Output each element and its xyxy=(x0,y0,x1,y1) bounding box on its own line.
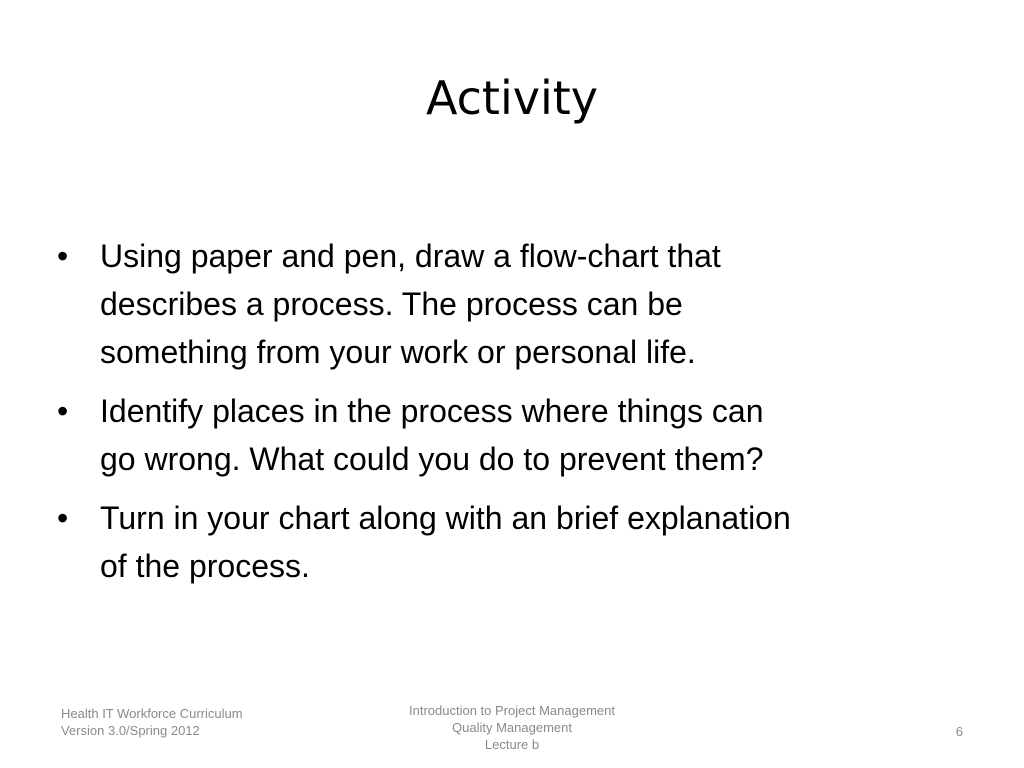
bullet-icon: • xyxy=(57,393,69,429)
bullet-text-line: something from your work or personal life. xyxy=(100,334,696,370)
footer-curriculum-name: Health IT Workforce Curriculum xyxy=(61,706,243,721)
bullet-text-line: of the process. xyxy=(100,548,310,584)
bullet-item-turn-in-chart xyxy=(57,494,977,590)
footer-course-title: Introduction to Project Management xyxy=(409,703,615,718)
bullet-item-draw-flowchart xyxy=(57,232,977,376)
bullet-icon: • xyxy=(57,500,69,536)
footer-curriculum-info xyxy=(61,705,243,739)
bullet-text-line: Turn in your chart along with an brief explanation xyxy=(100,500,791,536)
bullet-text-line: Identify places in the process where things can xyxy=(100,393,764,429)
slide-title: Activity xyxy=(425,71,599,125)
footer-unit-title: Quality Management xyxy=(452,720,572,735)
page-number: 6 xyxy=(955,724,963,739)
footer-version: Version 3.0/Spring 2012 xyxy=(61,723,200,738)
bullet-list xyxy=(57,232,977,601)
footer-course-info xyxy=(372,702,652,753)
bullet-text-line: Using paper and pen, draw a flow-chart that xyxy=(100,238,721,274)
bullet-icon: • xyxy=(57,238,69,274)
bullet-text-line: describes a process. The process can be xyxy=(100,286,683,322)
bullet-item-identify-problems xyxy=(57,387,977,483)
footer-lecture: Lecture b xyxy=(484,737,540,752)
bullet-text-line: go wrong. What could you do to prevent them? xyxy=(100,441,764,477)
